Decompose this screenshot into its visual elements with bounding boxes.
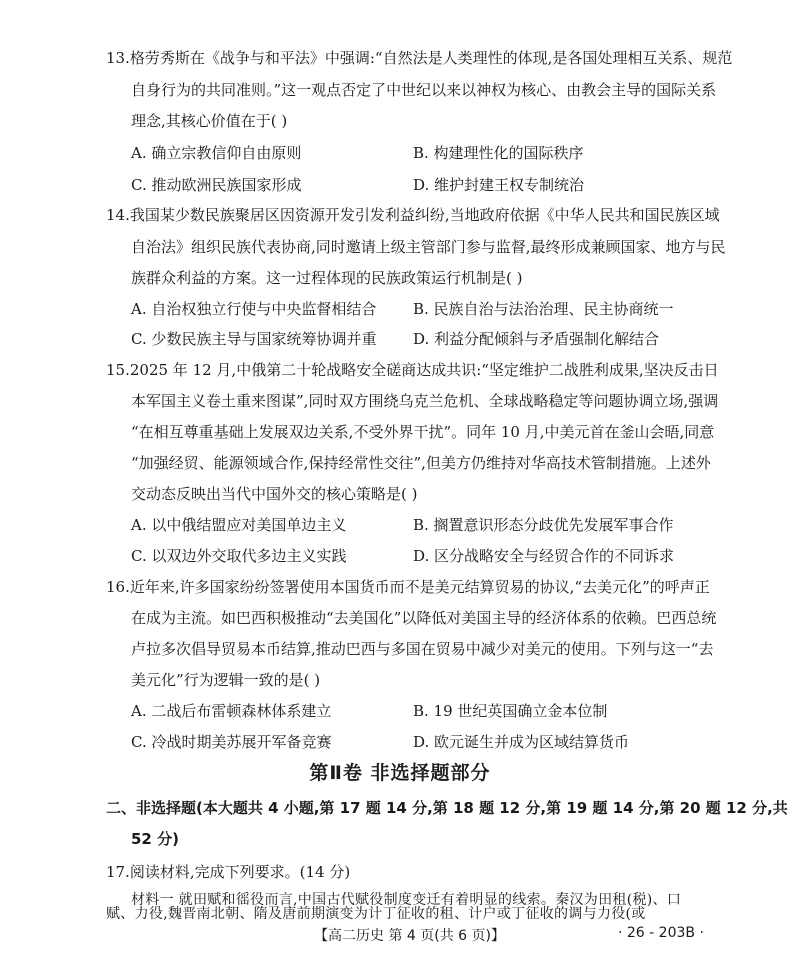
question-16-option-c: C. 冷战时期美苏展开军备竞赛 [131,733,332,751]
question-13-option-d: D. 维护封建王权专制统治 [413,176,585,194]
page-footer-label: 【高二历史 第 4 页(共 6 页)】 [314,928,505,944]
question-16-line-4: 美元化”行为逻辑一致的是( ) [131,671,321,689]
question-15-option-c: C. 以双边外交取代多边主义实践 [131,547,347,565]
question-14-option-d: D. 利益分配倾斜与矛盾强制化解结合 [413,330,660,348]
question-15-line-5: 交动态反映出当代中国外交的核心策略是( ) [131,485,418,503]
question-15-option-d: D. 区分战略安全与经贸合作的不同诉求 [413,547,675,565]
question-14-line-3: 族群众利益的方案。这一过程体现的民族政策运行机制是( ) [131,269,523,287]
question-15-option-b: B. 搁置意识形态分歧优先发展军事合作 [413,516,674,534]
question-14-option-c: C. 少数民族主导与国家统筹协调并重 [131,330,377,348]
question-14-line-1: 14.我国某少数民族聚居区因资源开发引发利益纠纷,当地政府依据《中华人民共和国民族区域 [106,206,720,224]
question-14-option-b: B. 民族自治与法治治理、民主协商统一 [413,300,674,318]
question-16-option-a: A. 二战后布雷顿森林体系建立 [131,702,332,720]
question-15-option-a: A. 以中俄结盟应对美国单边主义 [131,516,347,534]
question-17-stem: 17.阅读材料,完成下列要求。(14 分) [106,863,351,881]
question-15-line-2: 本军国主义卷土重来图谋”,同时双方围绕乌克兰危机、全球战略稳定等问题协调立场,强调 [131,392,719,410]
question-16-option-d: D. 欧元诞生并成为区域结算货币 [413,733,630,751]
question-16-option-b: B. 19 世纪英国确立金本位制 [413,702,608,720]
question-14-line-2: 自治法》组织民族代表协商,同时邀请上级主管部门参与监督,最终形成兼顾国家、地方与民 [131,238,726,256]
section-2-header-line-2: 52 分) [131,830,179,848]
question-16-line-1: 16.近年来,许多国家纷纷签署使用本国货币而不是美元结算贸易的协议,“去美元化”的呼声正 [106,578,710,596]
question-14-option-a: A. 自治权独立行使与中央监督相结合 [131,300,377,318]
question-13-option-c: C. 推动欧洲民族国家形成 [131,176,302,194]
question-17-material-line-1: 材料一 就田赋和徭役而言,中国古代赋役制度变迁有着明显的线索。秦汉为田租(税)、口 [131,892,682,908]
page-footer-code: · 26 - 203B · [618,925,704,941]
section-2-header-line-1: 二、非选择题(本大题共 4 小题,第 17 题 14 分,第 18 题 12 分,第 19 题 14 分,第 20 题 12 分,共 [106,799,788,817]
question-13-line-1: 13.格劳秀斯在《战争与和平法》中强调:“自然法是人类理性的体现,是各国处理相互关系、规范 [106,49,733,67]
question-17-material-line-2: 赋、力役,魏晋南北朝、隋及唐前期演变为计丁征收的租、计户或丁征收的调与力役(或 [106,906,646,922]
question-13-line-3: 理念,其核心价值在于( ) [131,112,288,130]
question-15-line-4: “加强经贸、能源领域合作,保持经常性交往”,但美方仍维持对华高技术管制措施。上述外 [131,454,711,472]
question-15-line-1: 15.2025 年 12 月,中俄第二十轮战略安全磋商达成共识:“坚定维护二战胜利成果,坚决反击日 [106,361,719,379]
section-2-title: 第Ⅱ卷 非选择题部分 [309,762,491,784]
question-16-line-2: 在成为主流。如巴西积极推动“去美国化”以降低对美国主导的经济体系的依赖。巴西总统 [131,609,717,627]
question-15-line-3: “在相互尊重基础上发展双边关系,不受外界干扰”。同年 10 月,中美元首在釜山会晤,同意 [131,423,715,441]
question-13-option-b: B. 构建理性化的国际秩序 [413,144,584,162]
question-13-line-2: 自身行为的共同准则。”这一观点否定了中世纪以来以神权为核心、由教会主导的国际关系 [131,81,717,99]
question-16-line-3: 卢拉多次倡导贸易本币结算,推动巴西与多国在贸易中减少对美元的使用。下列与这一“去 [131,640,714,658]
question-13-option-a: A. 确立宗教信仰自由原则 [131,144,302,162]
